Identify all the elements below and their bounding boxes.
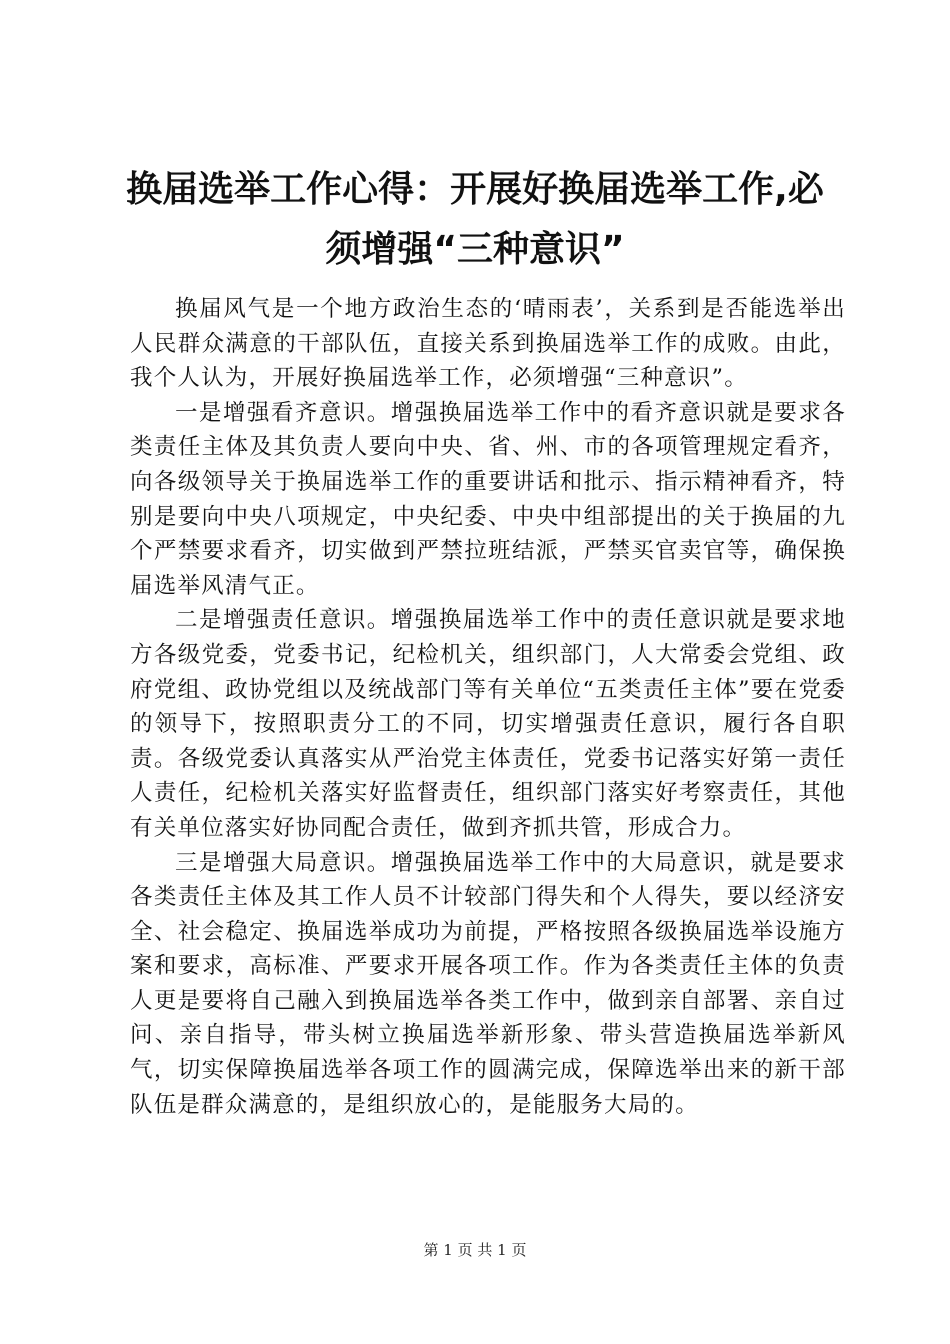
page-title-line-2: 须增强“三种意识”	[325, 229, 625, 270]
paragraph-responsibility-awareness: 二是增强责任意识。增强换届选举工作中的责任意识就是要求地方各级党委，党委书记，纪检机关，组织部门，人大常委会党组、政府党组、政协党组以及统战部门等有关单位“五类责任主体”要在党委的领导下，按照职责分工的不同，切实增强责任意识，履行各自职责。各级党委认真落实从严治党主体责任，党委书记落实好第一责任人责任，纪检机关落实好监督责任，组织部门落实好考察责任，其他有关单位落实好协同配合责任，做到齐抓共管，形成合力。	[130, 607, 846, 841]
document-body	[130, 292, 846, 1122]
paragraph-alignment-awareness: 一是增强看齐意识。增强换届选举工作中的看齐意识就是要求各类责任主体及其负责人要向中央、省、州、市的各项管理规定看齐，向各级领导关于换届选举工作的重要讲话和批示、指示精神看齐，特别是要向中央八项规定，中央纪委、中央中组部提出的关于换届的九个严禁要求看齐，切实做到严禁拉班结派，严禁买官卖官等，确保换届选举风清气正。	[130, 399, 846, 599]
paragraph-intro: 换届风气是一个地方政治生态的‘晴雨表’，关系到是否能选举出人民群众满意的干部队伍，直接关系到换届选举工作的成败。由此，我个人认为，开展好换届选举工作，必须增强“三种意识”。	[130, 296, 846, 392]
page-title	[100, 160, 850, 280]
page-title-line-1: 换届选举工作心得：开展好换届选举工作,必	[126, 169, 824, 210]
page-footer: 第 1 页 共 1 页	[423, 1241, 527, 1259]
paragraph-overall-awareness: 三是增强大局意识。增强换届选举工作中的大局意识，就是要求各类责任主体及其工作人员不计较部门得失和个人得失，要以经济安全、社会稳定、换届选举成功为前提，严格按照各级换届选举设施方案和要求，高标准、严要求开展各项工作。作为各类责任主体的负责人更是要将自己融入到换届选举各类工作中，做到亲自部署、亲自过问、亲自指导，带头树立换届选举新形象、带头营造换届选举新风气，切实保障换届选举各项工作的圆满完成，保障选举出来的新干部队伍是群众满意的，是组织放心的，是能服务大局的。	[130, 849, 846, 1118]
